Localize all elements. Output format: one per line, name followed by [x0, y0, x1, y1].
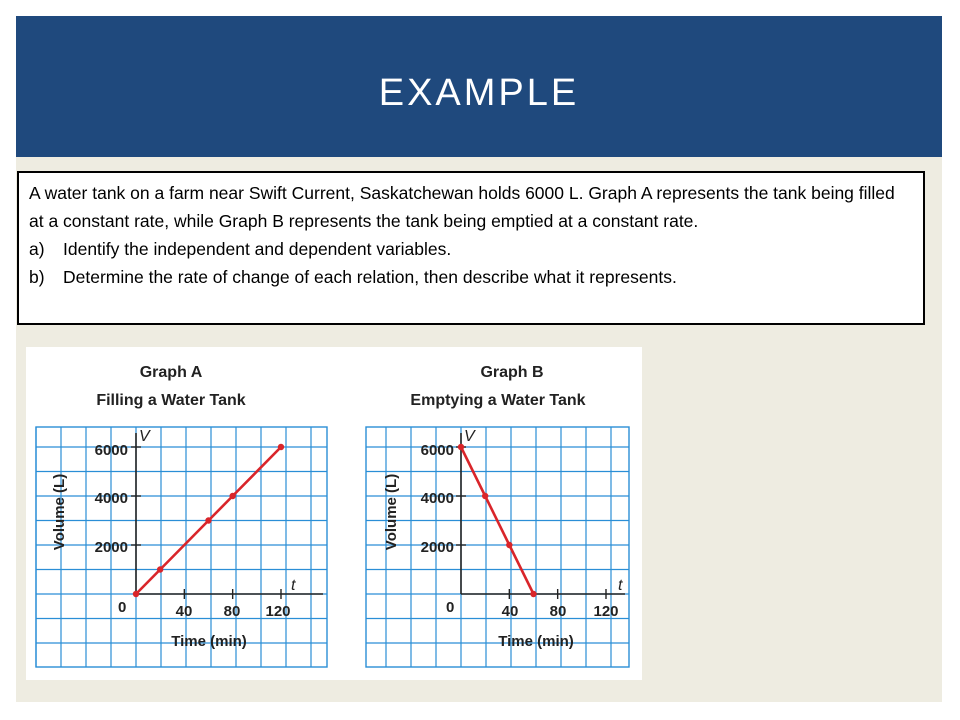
question-intro: A water tank on a farm near Swift Current, Saskatchewan holds 6000 L. Graph A represents the tank being filled at a constant rate, while Graph B represents the tank being emptied at a constant rate. — [29, 183, 895, 231]
question-box — [17, 171, 925, 325]
data-point — [530, 591, 536, 597]
slide-title: EXAMPLE — [378, 72, 580, 114]
chart-graph-a — [36, 364, 327, 667]
chart-subtitle: Emptying a Water Tank — [410, 392, 586, 409]
y-variable-label: V — [139, 428, 150, 445]
y-tick-label: 4000 — [94, 490, 128, 507]
x-tick-label: 80 — [223, 603, 241, 620]
data-point — [157, 566, 163, 572]
x-variable-label: t — [291, 577, 296, 594]
part-marker: b) — [29, 267, 45, 287]
chart-title: Graph B — [480, 364, 544, 381]
x-tick-label: 40 — [175, 603, 193, 620]
data-point — [482, 493, 488, 499]
origin-label: 0 — [446, 599, 455, 616]
data-point — [133, 591, 139, 597]
chart-title: Graph A — [139, 364, 203, 381]
x-axis-label: Time (min) — [498, 633, 574, 650]
y-tick-label: 2000 — [94, 539, 128, 556]
chart-subtitle: Filling a Water Tank — [96, 392, 246, 409]
question-parts — [29, 235, 913, 291]
data-point — [205, 517, 211, 523]
y-tick-label: 6000 — [94, 442, 128, 459]
part-text: Determine the rate of change of each relation, then describe what it represents. — [63, 267, 677, 287]
chart-axes — [456, 433, 625, 599]
y-variable-label: V — [464, 428, 475, 445]
chart-grid — [366, 427, 629, 667]
data-point — [278, 444, 284, 450]
x-tick-label: 120 — [265, 603, 291, 620]
x-axis-label: Time (min) — [171, 633, 247, 650]
y-axis-label: Volume (L) — [383, 473, 400, 551]
data-point — [458, 444, 464, 450]
origin-label: 0 — [118, 599, 127, 616]
x-variable-label: t — [618, 577, 623, 594]
part-marker: a) — [29, 239, 45, 259]
data-point — [229, 493, 235, 499]
y-axis-label: Volume (L) — [51, 473, 68, 551]
title-bar — [16, 16, 942, 157]
grid-border — [366, 427, 629, 667]
y-tick-label: 4000 — [420, 490, 454, 507]
part-text: Identify the independent and dependent variables. — [63, 239, 452, 259]
question-part-a — [29, 235, 913, 263]
charts-figure — [26, 347, 642, 680]
chart-graph-b — [366, 364, 629, 667]
graphs-panel — [26, 347, 642, 680]
y-tick-label: 2000 — [420, 539, 454, 556]
x-tick-label: 40 — [501, 603, 519, 620]
data-point — [506, 542, 512, 548]
x-tick-label: 80 — [549, 603, 567, 620]
y-tick-label: 6000 — [420, 442, 454, 459]
x-tick-label: 120 — [593, 603, 619, 620]
chart-axes — [131, 433, 323, 599]
question-part-b — [29, 263, 913, 291]
